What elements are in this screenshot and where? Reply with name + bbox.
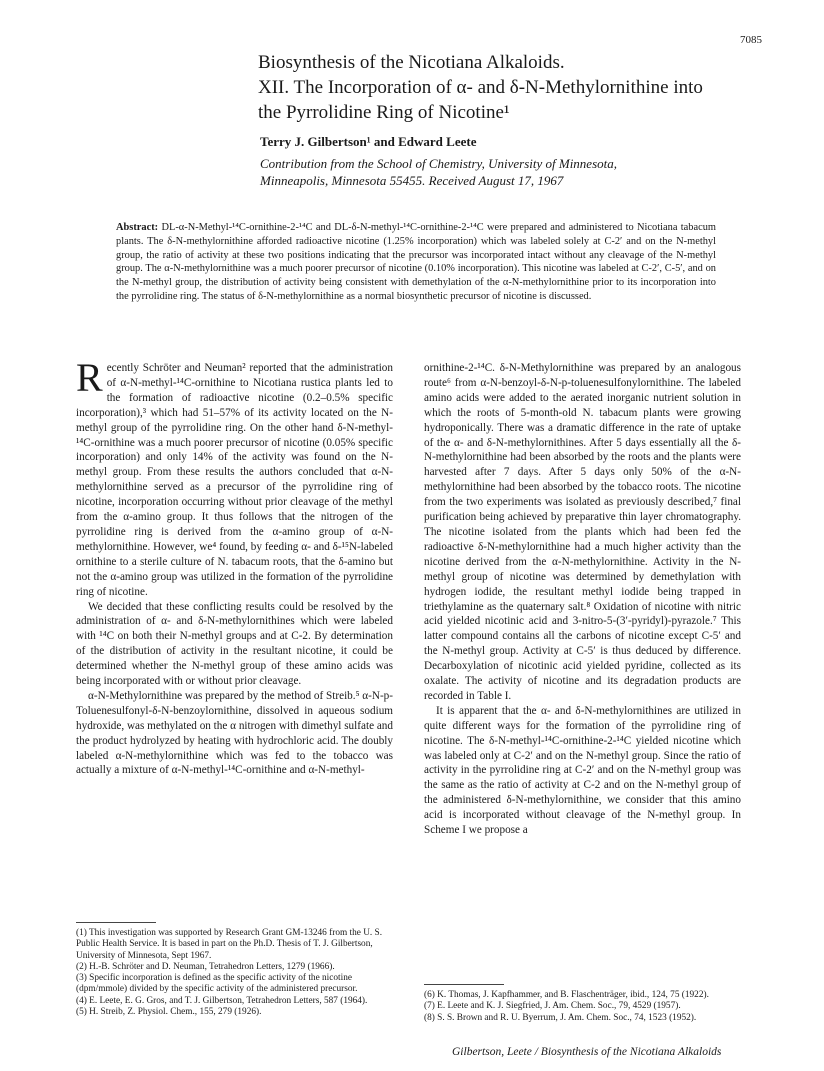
footnotes-right	[424, 990, 741, 1024]
footnote-divider	[424, 984, 504, 985]
footnote: (8) S. S. Brown and R. U. Byerrum, J. Am. Chem. Soc., 74, 1523 (1952).	[424, 1012, 697, 1023]
footnote: (7) E. Leete and K. J. Siegfried, J. Am. Chem. Soc., 79, 4529 (1957).	[424, 1001, 681, 1012]
footnotes-left	[76, 928, 393, 1018]
affiliation-line-1: Contribution from the School of Chemistry, University of Minnesota,	[260, 156, 617, 171]
right-column	[424, 361, 741, 838]
drop-cap: R	[76, 355, 103, 400]
author-list: Terry J. Gilbertson¹ and Edward Leete	[260, 134, 477, 149]
page-number: 7085	[740, 34, 762, 46]
abstract-label: Abstract:	[116, 222, 159, 233]
paragraph: It is apparent that the α- and δ-N-methylornithines are utilized in quite different ways for the formation of the pyrrolidine ring of nicotine. The δ-N-methyl-¹⁴C-ornithine-2-¹⁴C yielded nicotine which was labeled only at C-2′ and on the N-methyl group. Since the ratio of activity in the pyrrolidine ring at C-2′ and on the N-methyl group was the same as the ratio of activity at C-2 and on the N-methyl group of the administered δ-N-methylornithine, we consider that this amino acid is incorporated without cleavage of the N-methyl group. In Scheme I we propose a	[424, 704, 741, 837]
abstract-text: DL-α-N-Methyl-¹⁴C-ornithine-2-¹⁴C and DL-δ-N-methyl-¹⁴C-ornithine-2-¹⁴C were prepared and administered to Nicotiana tabacum plants. The δ-N-methylornithine afforded radioactive nicotine (1.25% incorporation) which was labeled solely at C-2′ and on the N-methyl group, the ratio of activity at these two positions indicating that the precursor was incorporated intact without any cleavage of the N-methyl group. The α-N-methylornithine was a much poorer precursor of nicotine (0.10% incorporation). This nicotine was labeled at C-2′, C-5′, and on the N-methyl group, the distribution of activity being consistent with demethylation of the α-N-methylornithine prior to its incorporation into the pyrrolidine ring. The status of δ-N-methylornithine as a normal biosynthetic precursor of nicotine is discussed.	[116, 222, 716, 302]
footnote: (6) K. Thomas, J. Kapfhammer, and B. Flaschenträger, ibid., 124, 75 (1922).	[424, 990, 709, 1000]
footnote: (4) E. Leete, E. G. Gros, and T. J. Gilbertson, Tetrahedron Letters, 587 (1964).	[76, 995, 368, 1006]
paragraph: We decided that these conflicting results could be resolved by the administration of α- and δ-N-methylornithines which were labeled with ¹⁴C on both their N-methyl groups and at C-2. By determination of the distribution of activity in the resultant nicotine, it could be determined whether the N-methyl group of these amino acids was being incorporated with or without prior cleavage.	[76, 600, 393, 688]
footnote: (2) H.-B. Schröter and D. Neuman, Tetrahedron Letters, 1279 (1966).	[76, 961, 335, 972]
affiliation	[260, 155, 760, 189]
affiliation-line-2: Minneapolis, Minnesota 55455. Received August 17, 1967	[260, 173, 564, 188]
title-line-2: XII. The Incorporation of α- and δ-N-Methylornithine into	[258, 77, 703, 98]
title-line-3: the Pyrrolidine Ring of Nicotine¹	[258, 102, 510, 123]
paragraph: ornithine-2-¹⁴C. δ-N-Methylornithine was prepared by an analogous route⁶ from α-N-benzoyl-δ-N-p-toluenesulfonylornithine. The labeled amino acids were added to the aerated inorganic nutrient solution in which the roots of 5-month-old N. tabacum plants were growing hydroponically. There was a dramatic difference in the rate of uptake of the α- and δ-N-methylornithines. After 5 days essentially all the δ-N-methylornithine had been absorbed by the roots and the plants were harvested after 7 days. After 5 days only 50% of the α-N-methylornithine had been absorbed by the tobacco roots. The nicotine from the two experiments was isolated as previously described,⁷ final purification being achieved by preparative thin layer chromatography. The nicotine isolated from the plants which had been fed the radioactive δ-N-methylornithine had a much higher activity than the nicotine derived from the α-N-methylornithine. Activity in the N-methyl group of nicotine was determined by demethylation with hydrogen iodide, the resultant methyl iodide being trapped in triethylamine as the quaternary salt.⁸ Oxidation of nicotine with nitric acid yielded nicotinic acid and 3-nitro-5-(3′-pyridyl)-pyrazole.⁷ This latter compound contains all the carbons of nicotine except C-5′ and the N-methyl group. Activity at C-5′ is thus deduced by difference. Decarboxylation of nicotinic acid yielded pyridine, collected as its oxalate. The activity of nicotine and its degradation products are recorded in Table I.	[424, 362, 741, 702]
title-line-1: Biosynthesis of the Nicotiana Alkaloids.	[258, 52, 565, 73]
paragraph: α-N-Methylornithine was prepared by the method of Streib.⁵ α-N-p-Toluenesulfonyl-δ-N-benzoylornithine, dissolved in aqueous sodium hydroxide, was methylated on the α nitrogen with dimethyl sulfate and the product hydrolyzed by heating with hydrochloric acid. The doubly labeled α-N-methylornithine which was fed to the tobacco was actually a mixture of α-N-methyl-¹⁴C-ornithine and α-N-methyl-	[76, 689, 393, 777]
footnote-divider	[76, 922, 156, 923]
paragraph-text: ecently Schröter and Neuman² reported that the administration of α-N-methyl-¹⁴C-ornithine to Nicotiana rustica plants led to the formation of radioactive nicotine (0.2–0.5% specific incorporation),³ which had 51–57% of its activity located on the N-methyl group of the pyrrolidine ring. On the other hand δ-N-methyl-¹⁴C-ornithine was a much poorer precursor of nicotine (0.05% specific incorporation) and only 14% of the activity was found on the N-methyl group. From these results the authors concluded that α-N-methylornithine served as a precursor of the pyrrolidine ring of nicotine, incorporation occurring without prior cleavage of the methyl from the α-amino group. It thus follows that the nitrogen of the pyrrolidine ring is derived from the α-amino group of α-N-methylornithine. However, we⁴ found, by feeding α- and δ-¹⁵N-labeled ornithine to a sterile culture of N. tabacum roots, that the δ-amino but not the α-amino group was utilized in the formation of the pyrrolidine ring of nicotine.	[76, 362, 393, 598]
footnote: (5) H. Streib, Z. Physiol. Chem., 155, 279 (1926).	[76, 1007, 262, 1018]
footnote: (3) Specific incorporation is defined as the specific activity of the nicotine (dpm/mmole) divided by the specific activity of the administered precursor.	[76, 973, 358, 995]
abstract	[116, 221, 716, 304]
left-column	[76, 355, 393, 778]
article-title	[258, 50, 758, 125]
running-footer: Gilbertson, Leete / Biosynthesis of the Nicotiana Alkaloids	[452, 1046, 722, 1058]
footnote: (1) This investigation was supported by Research Grant GM-13246 from the U. S. Public Health Service. It is based in part on the Ph.D. Thesis of T. J. Gilbertson, University of Minnesota, Sept 1967.	[76, 928, 383, 961]
paragraph	[76, 355, 393, 600]
